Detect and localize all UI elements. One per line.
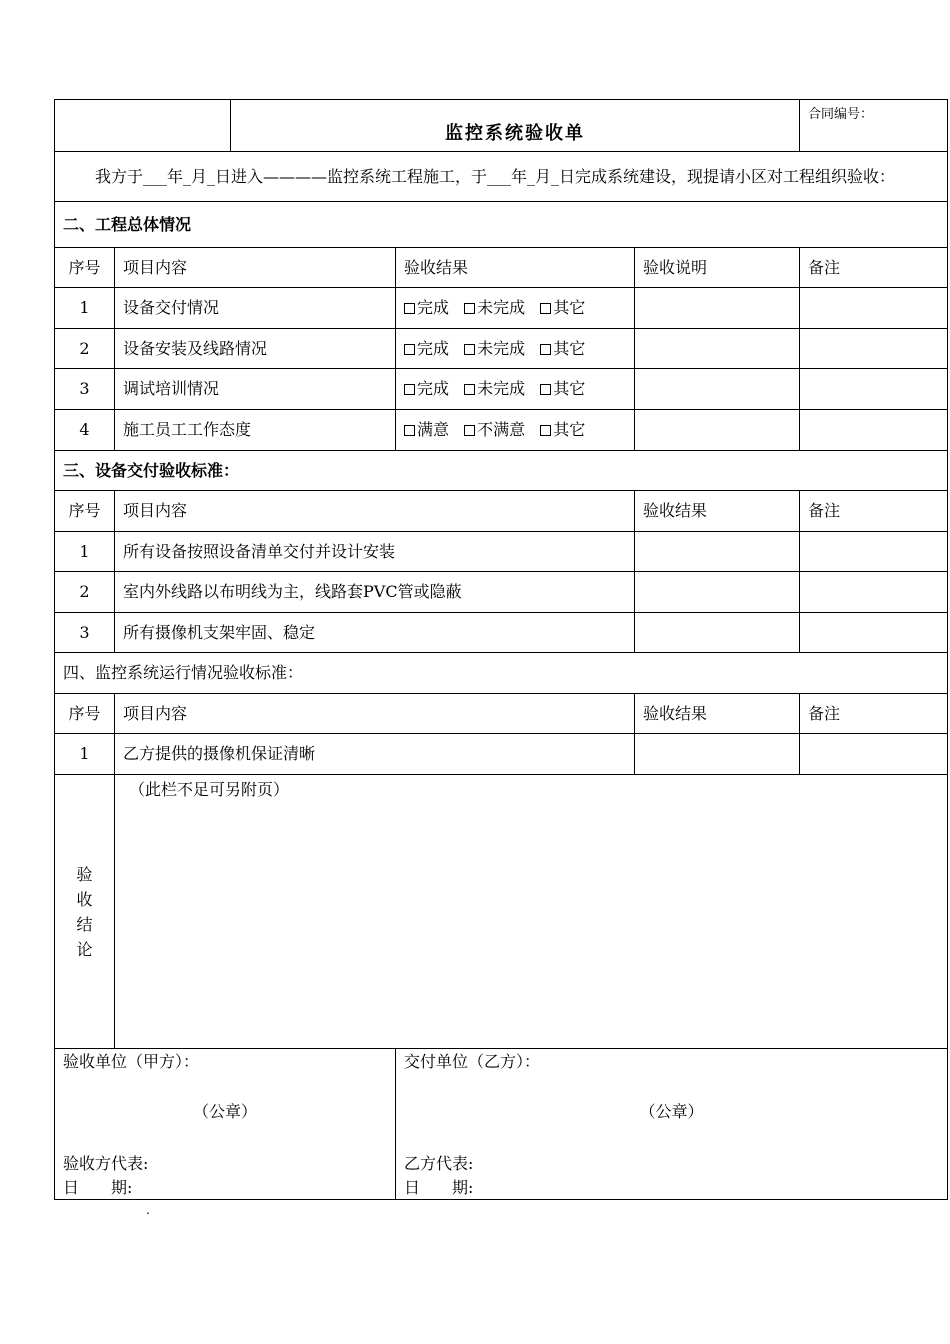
signature-row [55, 1049, 948, 1200]
conclusion-label [55, 775, 115, 1049]
checkbox[interactable] [464, 303, 475, 314]
result-cell[interactable] [635, 613, 800, 653]
col-header-result: 验收结果 [635, 694, 800, 734]
checkbox[interactable] [540, 344, 551, 355]
result-cell[interactable] [635, 532, 800, 572]
remark-cell[interactable] [800, 613, 948, 653]
table-row [55, 410, 948, 451]
col-header-item: 项目内容 [115, 694, 635, 734]
table-row [55, 613, 948, 653]
option-label: 其它 [553, 379, 586, 398]
result-options [396, 329, 635, 369]
col-header-item: 项目内容 [115, 248, 396, 288]
checkbox[interactable] [404, 425, 415, 436]
table-row [55, 288, 948, 329]
option-label: 不满意 [477, 420, 526, 439]
remark-cell[interactable] [800, 734, 948, 775]
footer-dot: . [146, 1203, 150, 1217]
blank-cell [55, 100, 231, 152]
remark-cell[interactable] [800, 572, 948, 613]
party-b-seal: （公章） [639, 1102, 704, 1121]
section3-heading-row [55, 451, 948, 491]
row-number: 1 [55, 734, 115, 775]
checkbox[interactable] [464, 344, 475, 355]
remark-cell[interactable] [800, 288, 948, 329]
option-label: 未完成 [477, 298, 526, 317]
col-header-result: 验收结果 [396, 248, 635, 288]
option-label: 其它 [553, 338, 586, 358]
option-label: 满意 [417, 420, 450, 439]
option-label: 未完成 [477, 379, 526, 398]
row-item: 乙方提供的摄像机保证清晰 [115, 734, 635, 775]
checkbox[interactable] [404, 303, 415, 314]
party-b-rep: 乙方代表: [404, 1154, 474, 1173]
description-cell[interactable] [635, 288, 800, 329]
section2-heading: 二、工程总体情况 [55, 202, 948, 248]
row-item: 施工员工工作态度 [115, 410, 396, 451]
checkbox[interactable] [404, 384, 415, 395]
row-number: 3 [55, 369, 115, 410]
row-number: 2 [55, 572, 115, 613]
description-cell[interactable] [635, 410, 800, 451]
col-header-no: 序号 [55, 248, 115, 288]
form-title: 监控系统验收单 [231, 100, 800, 152]
contract-number-label: 合同编号： [800, 100, 948, 152]
section4-header-row [55, 694, 948, 734]
party-a-label: 验收单位（甲方）： [63, 1052, 200, 1071]
table-row [55, 532, 948, 572]
remark-cell[interactable] [800, 410, 948, 451]
row-item: 设备交付情况 [115, 288, 396, 329]
section3-heading: 三、设备交付验收标准： [55, 451, 948, 491]
option-label: 完成 [417, 298, 450, 317]
table-row [55, 369, 948, 410]
description-cell[interactable] [635, 329, 800, 369]
title-row [55, 100, 948, 152]
result-options [396, 369, 635, 410]
option-label: 其它 [553, 420, 586, 439]
result-cell[interactable] [635, 734, 800, 775]
col-header-remark: 备注 [800, 248, 948, 288]
party-b-signature [396, 1049, 948, 1200]
conclusion-note: （此栏不足可另附页） [129, 780, 290, 799]
row-number: 3 [55, 613, 115, 653]
conclusion-char: 结 [76, 914, 93, 934]
col-header-result: 验收结果 [635, 491, 800, 532]
option-label: 完成 [417, 338, 450, 358]
party-a-seal: （公章） [192, 1102, 257, 1121]
row-number: 1 [55, 532, 115, 572]
acceptance-form [54, 99, 948, 1200]
row-item: 所有摄像机支架牢固、稳定 [115, 613, 635, 653]
option-label: 完成 [417, 379, 450, 398]
row-number: 4 [55, 410, 115, 451]
checkbox[interactable] [464, 425, 475, 436]
party-a-signature [55, 1049, 396, 1200]
section4-heading-row [55, 653, 948, 694]
intro-text: 我方于___年_月_日进入————监控系统工程施工，于___年_月_日完成系统建设，现提请小区对工程组织验收： [55, 152, 948, 202]
table-row [55, 329, 948, 369]
row-item: 调试培训情况 [115, 369, 396, 410]
table-row [55, 572, 948, 613]
conclusion-char: 验 [76, 864, 93, 884]
intro-row [55, 152, 948, 202]
party-b-date: 日 期: [404, 1178, 474, 1197]
option-label: 其它 [553, 298, 586, 317]
result-options [396, 410, 635, 451]
party-a-date: 日 期: [63, 1178, 133, 1197]
conclusion-char: 论 [76, 939, 93, 959]
checkbox[interactable] [464, 384, 475, 395]
section2-header-row [55, 248, 948, 288]
conclusion-char: 收 [76, 889, 93, 909]
section3-header-row [55, 491, 948, 532]
col-header-remark: 备注 [800, 694, 948, 734]
remark-cell[interactable] [800, 532, 948, 572]
row-item: 室内外线路以布明线为主，线路套PVC管或隐蔽 [115, 572, 635, 613]
remark-cell[interactable] [800, 329, 948, 369]
col-header-no: 序号 [55, 491, 115, 532]
option-label: 未完成 [477, 338, 526, 358]
checkbox[interactable] [540, 425, 551, 436]
col-header-remark: 备注 [800, 491, 948, 532]
row-number: 2 [55, 329, 115, 369]
row-item: 设备安装及线路情况 [115, 329, 396, 369]
party-a-rep: 验收方代表: [63, 1154, 149, 1173]
col-header-item: 项目内容 [115, 491, 635, 532]
row-item: 所有设备按照设备清单交付并设计安装 [115, 532, 635, 572]
row-number: 1 [55, 288, 115, 329]
conclusion-field[interactable] [115, 775, 948, 1049]
description-cell[interactable] [635, 369, 800, 410]
result-cell[interactable] [635, 572, 800, 613]
conclusion-row [55, 775, 948, 1049]
section4-heading: 四、监控系统运行情况验收标准： [55, 653, 948, 694]
checkbox[interactable] [540, 384, 551, 395]
party-b-label: 交付单位（乙方）： [404, 1052, 541, 1071]
col-header-no: 序号 [55, 694, 115, 734]
checkbox[interactable] [404, 344, 415, 355]
result-options [396, 288, 635, 329]
col-header-description: 验收说明 [635, 248, 800, 288]
remark-cell[interactable] [800, 369, 948, 410]
section2-heading-row [55, 202, 948, 248]
checkbox[interactable] [540, 303, 551, 314]
table-row [55, 734, 948, 775]
